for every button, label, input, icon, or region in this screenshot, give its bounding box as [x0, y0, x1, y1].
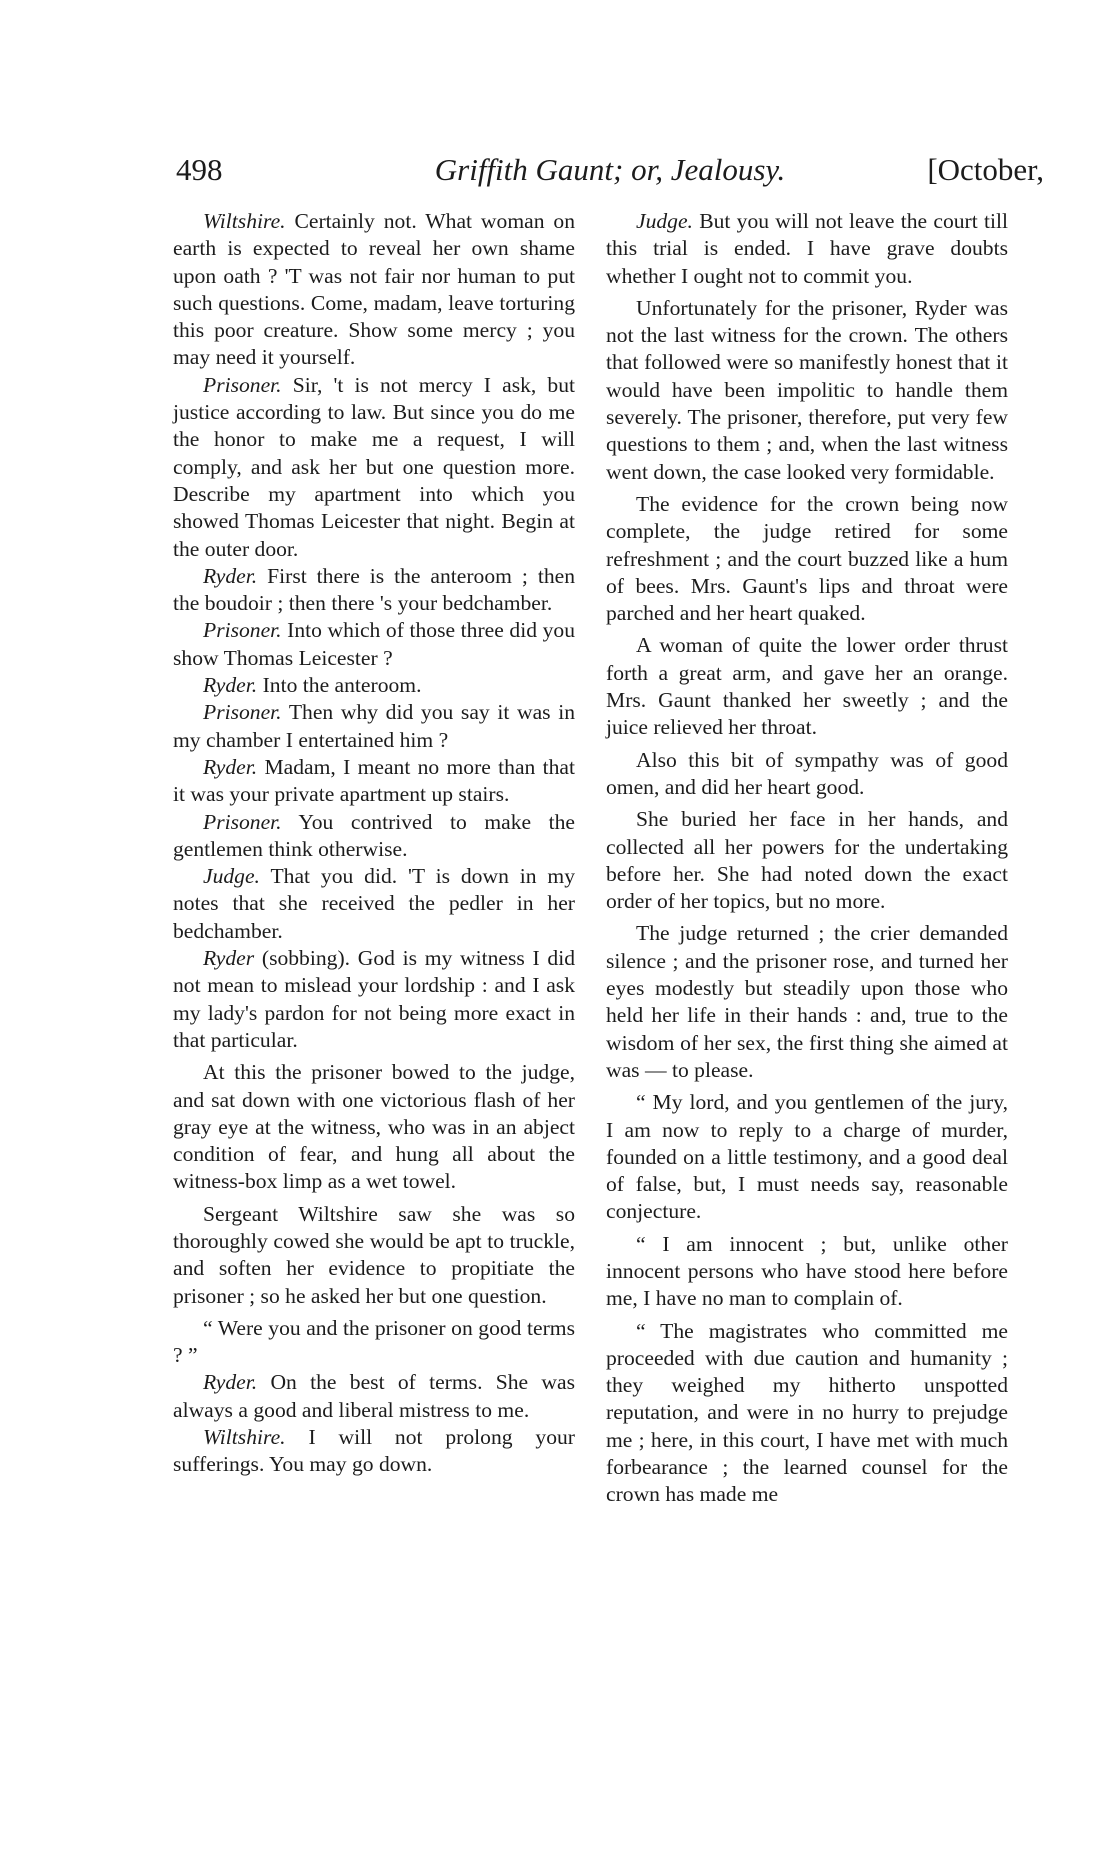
- paragraph-text: You contrived to make the gentlemen think otherwise.: [173, 809, 575, 861]
- speaker-name: Judge.: [203, 864, 260, 889]
- paragraph: [173, 672, 575, 699]
- paragraph-text: Certainly not. What woman on earth is expected to reveal her own shame upon oath ? 'T was not fair nor human to put such questions. Come, madam, leave torturing this poor creature. Show some mercy ; you may need it yourself.: [173, 209, 575, 370]
- running-title: Griffith Gaunt; or, Jealousy.: [434, 152, 786, 187]
- paragraph: [173, 563, 575, 618]
- paragraph-text: But you will not leave the court till this trial is ended. I have grave doubts whether I ought not to commit you.: [606, 209, 1008, 288]
- paragraph: [173, 1059, 575, 1195]
- paragraph-text: (sobbing). God is my witness I did not mean to mislead your lordship : and I ask my lady's pardon for not being more exact in that particular.: [173, 946, 575, 1052]
- speaker-name: Ryder.: [203, 673, 258, 698]
- paragraph-text: Into the anteroom.: [257, 673, 422, 698]
- paragraph: [173, 208, 575, 372]
- paragraph-text: Unfortunately for the prisoner, Ryder was not the last witness for the crown. The others that followed were so manifestly honest that it would have been impolitic to handle them severely. The prisoner, therefore, put very few questions to them ; and, when the last witness went down, the case looked very formidable.: [606, 295, 1008, 484]
- paragraph: [606, 1318, 1008, 1509]
- page-header: [176, 152, 1044, 196]
- paragraph-text: Madam, I meant no more than that it was your private apartment up stairs.: [173, 754, 575, 807]
- paragraph-text: Into which of those three did you show Thomas Leicester ?: [173, 618, 575, 670]
- paragraph: [606, 295, 1008, 486]
- speaker-name: Prisoner.: [203, 700, 282, 725]
- paragraph: [606, 491, 1008, 627]
- paragraph: [606, 1231, 1008, 1313]
- speaker-name: Prisoner.: [203, 809, 282, 834]
- speaker-name: Prisoner.: [203, 372, 282, 397]
- left-column: [173, 208, 575, 1479]
- paragraph-text: That you did. 'T is down in my notes that she received the pedler in her bedchamber.: [173, 864, 575, 943]
- paragraph: [173, 809, 575, 864]
- paragraph-text: She buried her face in her hands, and collected all her powers for the undertaking before her. She had noted down the exact order of her topics, but no more.: [606, 807, 1008, 914]
- speaker-name: Wiltshire.: [203, 209, 286, 233]
- paragraph-text: Sir, 't is not mercy I ask, but justice according to law. But since you do me the honor to make me a request, I will comply, and ask her but one question more. Describe my apartment into which you showed Thomas Leicester that night. Begin at the outer door.: [173, 372, 575, 561]
- paragraph: [173, 945, 575, 1054]
- paragraph: [173, 863, 575, 945]
- paragraph: [173, 372, 575, 563]
- paragraph-text: First there is the anteroom ; then the boudoir ; then there 's your bedchamber.: [173, 563, 575, 616]
- paragraph: [173, 699, 575, 754]
- paragraph: [606, 1089, 1008, 1225]
- page-number: 498: [176, 152, 223, 187]
- speaker-name: Prisoner.: [203, 618, 282, 643]
- paragraph-text: At this the prisoner bowed to the judge, and sat down with one victorious flash of her gray eye at the witness, who was in an abject condition of fear, and hung all about the witness-box limp as a wet towel.: [173, 1060, 575, 1194]
- paragraph-text: “ My lord, and you gentlemen of the jury, I am now to reply to a charge of murder, founded on a little testimony, and a good deal of false, but, I must needs say, reasonable conjecture.: [606, 1090, 1008, 1224]
- paragraph-text: I will not prolong your sufferings. You may go down.: [173, 1425, 575, 1477]
- paragraph-text: The evidence for the crown being now complete, the judge retired for some refreshment ; and the court buzzed like a hum of bees. Mrs. Gaunt's lips and throat were parched and her heart quaked.: [606, 491, 1008, 626]
- paragraph: [173, 1369, 575, 1424]
- paragraph: [173, 754, 575, 809]
- speaker-name: Wiltshire.: [203, 1425, 286, 1450]
- paragraph-text: Also this bit of sympathy was of good omen, and did her heart good.: [606, 747, 1008, 799]
- paragraph-text: The judge returned ; the crier demanded silence ; and the prisoner rose, and turned her eyes modestly but steadily upon those who held her life in their hands : and, true to the wisdom of her sex, the first thing she aimed at was — to please.: [606, 921, 1008, 1082]
- paragraph: [173, 1424, 575, 1479]
- paragraph: [606, 632, 1008, 741]
- paragraph-text: “ Were you and the prisoner on good terms ? ”: [173, 1315, 575, 1368]
- speaker-name: Judge.: [636, 209, 693, 233]
- speaker-name: Ryder: [203, 946, 255, 971]
- paragraph-text: “ The magistrates who committed me proceeded with due caution and humanity ; they weighed my hitherto unspotted reputation, and were in no hurry to prejudge me ; here, in this court, I have met with much forbearance ; the learned counsel for the crown has made me: [606, 1318, 1008, 1507]
- right-column: [606, 208, 1008, 1509]
- paragraph: [173, 617, 575, 672]
- paragraph-text: Sergeant Wiltshire saw she was so thoroughly cowed she would be apt to truckle, and soften her evidence to propitiate the prisoner ; so he asked her but one question.: [173, 1201, 575, 1308]
- speaker-name: Ryder.: [203, 1370, 258, 1395]
- paragraph: [606, 806, 1008, 915]
- paragraph: [173, 1201, 575, 1310]
- paragraph-text: A woman of quite the lower order thrust forth a great arm, and gave her an orange. Mrs. Gaunt thanked her sweetly ; and the juice relieved her throat.: [606, 633, 1008, 740]
- paragraph: [173, 1315, 575, 1370]
- issue-month: [October,: [927, 152, 1044, 187]
- paragraph: [606, 920, 1008, 1084]
- paragraph: [606, 747, 1008, 802]
- speaker-name: Ryder.: [203, 754, 258, 779]
- paragraph-text: “ I am innocent ; but, unlike other innocent persons who have stood here before me, I have no man to complain of.: [606, 1231, 1008, 1311]
- speaker-name: Ryder.: [203, 563, 258, 588]
- paragraph-text: On the best of terms. She was always a good and liberal mistress to me.: [173, 1370, 575, 1422]
- paragraph: [606, 208, 1008, 290]
- paragraph-text: Then why did you say it was in my chamber I entertained him ?: [173, 700, 575, 752]
